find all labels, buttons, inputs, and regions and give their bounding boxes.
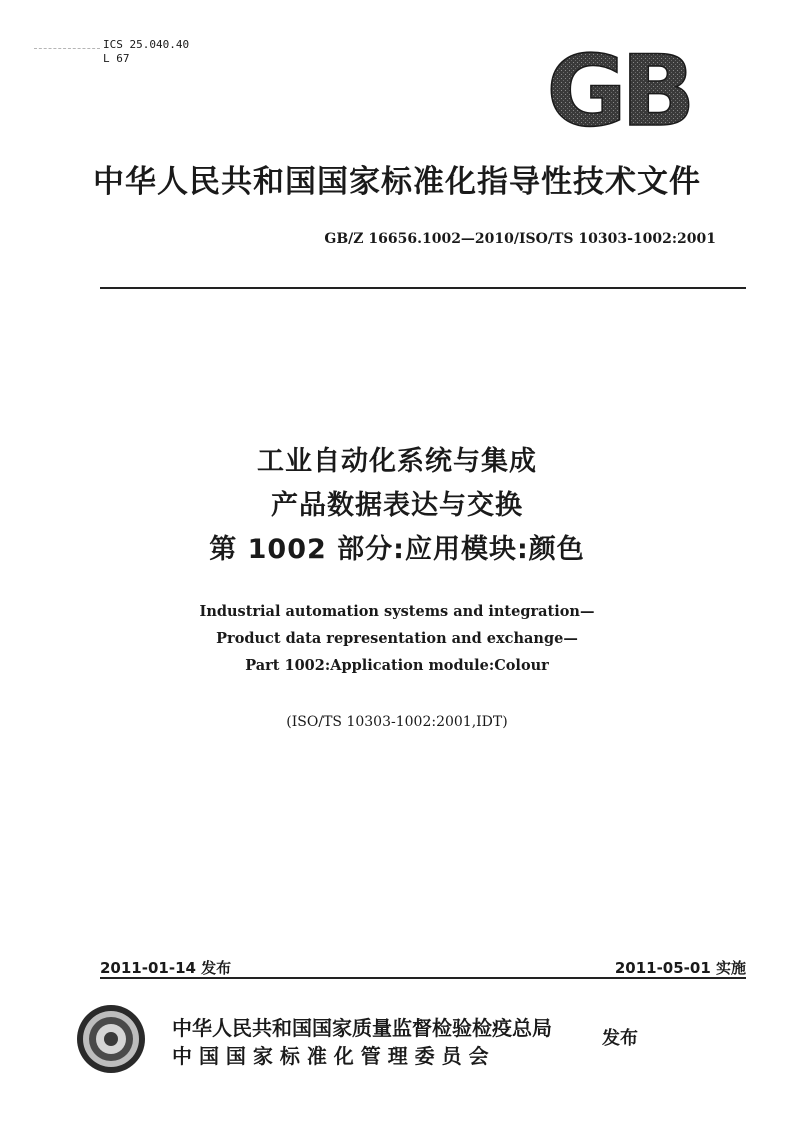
standard-number: GB/Z 16656.1002—2010/ISO/TS 10303-1002:2001: [324, 231, 716, 247]
header-dash-line: [34, 48, 100, 49]
ccs-code: L 67: [103, 52, 130, 65]
publish-date: 2011-01-14 发布: [100, 959, 232, 977]
document-type: 中华人民共和国国家标准化指导性技术文件: [93, 164, 701, 200]
title-cn-line-2: 产品数据表达与交换: [271, 490, 523, 521]
issuer-sac: 中 国 国 家 标 准 化 管 理 委 员 会: [172, 1044, 489, 1068]
title-cn-line-1: 工业自动化系统与集成: [257, 446, 537, 477]
issue-label: 发布: [602, 1028, 638, 1049]
implement-date: 2011-05-01 实施: [614, 959, 746, 977]
bottom-divider: [100, 977, 746, 979]
svg-text:GB: GB: [546, 45, 690, 133]
issuer-aqsiq: 中华人民共和国国家质量监督检验检疫总局: [172, 1016, 552, 1040]
adoption-note: (ISO/TS 10303-1002:2001,IDT): [286, 714, 508, 730]
title-cn-line-3: 第 1002 部分:应用模块:颜色: [209, 534, 585, 565]
title-en-line-3: Part 1002:Application module:Colour: [245, 657, 549, 674]
top-divider: [100, 287, 746, 289]
ics-code: ICS 25.040.40: [103, 38, 190, 51]
official-seal-icon: [75, 1003, 147, 1075]
title-en-line-1: Industrial automation systems and integration—: [199, 603, 595, 620]
title-en-line-2: Product data representation and exchange—: [216, 630, 578, 647]
classification-block: [103, 38, 189, 66]
gb-logo: [540, 45, 696, 133]
